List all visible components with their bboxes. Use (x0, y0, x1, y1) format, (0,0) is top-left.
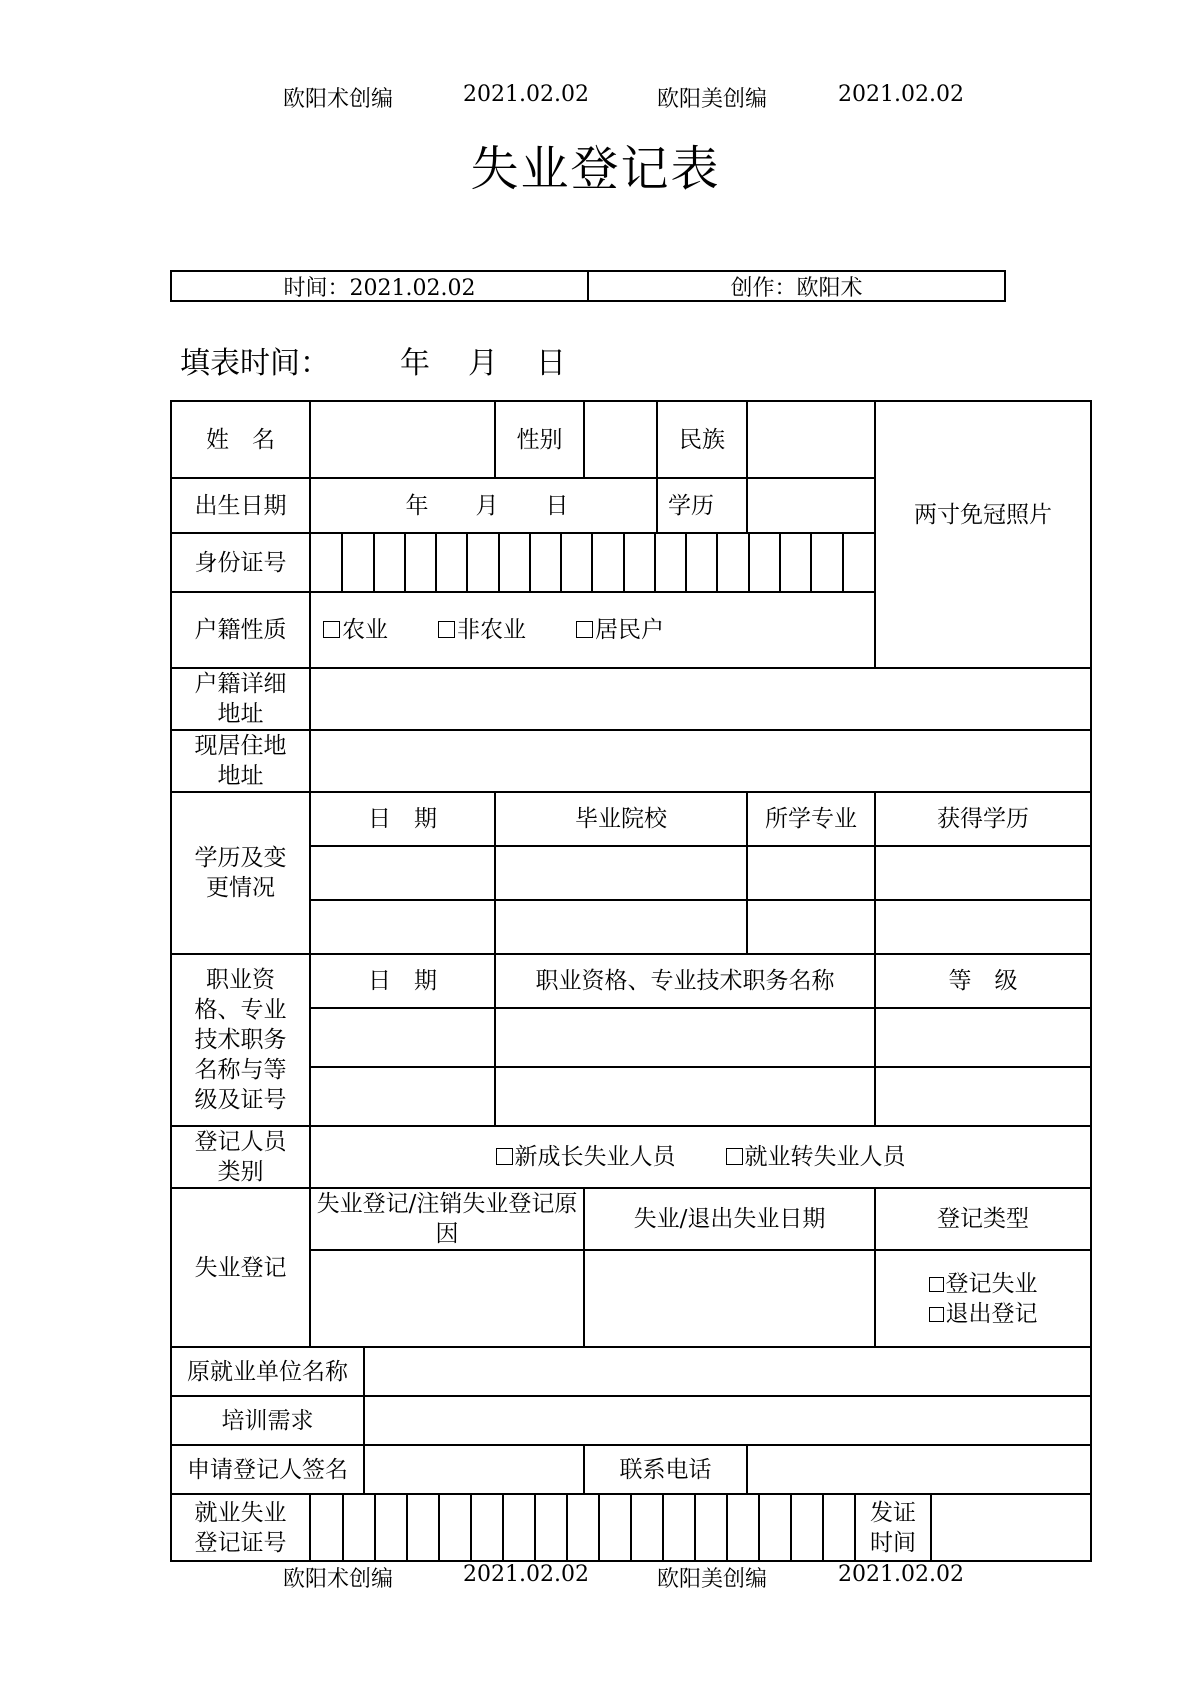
id-cell[interactable] (342, 534, 373, 591)
qual-cell[interactable] (495, 1067, 875, 1126)
cert-cell[interactable] (343, 1495, 375, 1560)
unemployment-label: 失业登记 (171, 1188, 310, 1347)
edu-col-date: 日 期 (310, 792, 495, 846)
birth-year: 年 (405, 492, 429, 519)
training-label: 培训需求 (171, 1396, 364, 1445)
qual-cell[interactable] (875, 1008, 1091, 1067)
page-header (0, 82, 1191, 112)
id-cell[interactable] (624, 534, 655, 591)
id-cell[interactable] (592, 534, 623, 591)
cert-cell[interactable] (823, 1495, 855, 1560)
household-option-resident[interactable]: 居民户 (576, 617, 664, 643)
edu-cell[interactable] (310, 846, 495, 900)
footer-author-2: 欧阳美创编 (657, 1567, 768, 1592)
household-address-label: 户籍详细地址 (171, 668, 310, 730)
edu-cell[interactable] (875, 846, 1091, 900)
unemp-col-type: 登记类型 (875, 1188, 1091, 1250)
meta-creator: 创作：欧阳术 (730, 275, 863, 301)
id-cell[interactable] (655, 534, 686, 591)
cert-cell[interactable] (439, 1495, 471, 1560)
qual-col-date: 日 期 (310, 954, 495, 1008)
id-cell[interactable] (717, 534, 748, 591)
footer-author-1: 欧阳术创编 (283, 1567, 394, 1592)
edu-cell[interactable] (310, 900, 495, 954)
category-option-new[interactable]: 新成长失业人员 (496, 1144, 676, 1170)
cert-cell[interactable] (631, 1495, 663, 1560)
name-label: 姓 名 (171, 401, 310, 478)
qual-col-name: 职业资格、专业技术职务名称 (495, 954, 875, 1008)
training-field[interactable] (364, 1396, 1091, 1445)
household-option-agri[interactable]: 农业 (323, 617, 388, 643)
birth-field[interactable] (310, 478, 657, 533)
qual-cell[interactable] (875, 1067, 1091, 1126)
household-address-field[interactable] (310, 668, 1091, 730)
id-cell[interactable] (686, 534, 717, 591)
qual-cell[interactable] (495, 1008, 875, 1067)
unemp-col-date: 失业/退出失业日期 (584, 1188, 875, 1250)
education-field[interactable] (747, 478, 875, 533)
birth-month: 月 (475, 492, 499, 519)
id-cell[interactable] (530, 534, 561, 591)
edu-history-label: 学历及变更情况 (171, 792, 310, 954)
fill-time (180, 338, 566, 382)
birth-label: 出生日期 (171, 478, 310, 533)
cert-cell[interactable] (759, 1495, 791, 1560)
checkbox-icon[interactable] (929, 1277, 944, 1292)
qual-col-grade: 等 级 (875, 954, 1091, 1008)
cert-cell[interactable] (695, 1495, 727, 1560)
qualification-label: 职业资格、专业技术职务名称与等级及证号 (171, 954, 310, 1126)
header-author-1: 欧阳术创编 (283, 87, 394, 112)
signature-field[interactable] (364, 1445, 584, 1494)
checkbox-icon[interactable] (929, 1307, 944, 1322)
edu-cell[interactable] (875, 900, 1091, 954)
category-option-transfer[interactable]: 就业转失业人员 (726, 1144, 906, 1170)
cert-cell[interactable] (407, 1495, 439, 1560)
cert-cell[interactable] (535, 1495, 567, 1560)
edu-col-degree: 获得学历 (875, 792, 1091, 846)
page-footer (0, 1562, 1191, 1592)
qual-cell[interactable] (310, 1067, 495, 1126)
id-number-grid[interactable] (310, 533, 875, 592)
edu-cell[interactable] (747, 846, 875, 900)
category-label: 登记人员类别 (171, 1126, 310, 1188)
id-cell[interactable] (374, 534, 405, 591)
id-cell[interactable] (467, 534, 498, 591)
fill-time-day: 日 (536, 346, 566, 381)
edu-col-major: 所学专业 (747, 792, 875, 846)
phone-label: 联系电话 (584, 1445, 747, 1494)
id-cell[interactable] (499, 534, 530, 591)
meta-time: 时间：2021.02.02 (172, 272, 589, 300)
current-address-field[interactable] (310, 730, 1091, 792)
id-cell[interactable] (811, 534, 842, 591)
photo-area (875, 401, 1091, 668)
ethnicity-field[interactable] (747, 401, 875, 478)
household-label: 户籍性质 (171, 592, 310, 668)
cert-cell[interactable] (471, 1495, 503, 1560)
unemp-col-reason: 失业登记/注销失业登记原因 (310, 1188, 584, 1250)
id-cell[interactable] (843, 534, 874, 591)
id-cell[interactable] (311, 534, 342, 591)
gender-field[interactable] (584, 401, 657, 478)
footer-date-2: 2021.02.02 (838, 1562, 964, 1587)
cert-cell[interactable] (599, 1495, 631, 1560)
checkbox-icon[interactable] (726, 1148, 743, 1165)
photo-label: 两寸免冠照片 (914, 501, 1052, 528)
edu-col-school: 毕业院校 (495, 792, 747, 846)
id-cell[interactable] (436, 534, 467, 591)
issue-time-field[interactable] (931, 1495, 1090, 1560)
reg-type-option-exit[interactable]: 退出登记 (876, 1299, 1090, 1329)
id-label: 身份证号 (171, 533, 310, 592)
cert-cell[interactable] (311, 1495, 343, 1560)
header-author-2: 欧阳美创编 (657, 87, 768, 112)
former-employer-field[interactable] (364, 1347, 1091, 1396)
checkbox-icon[interactable] (323, 621, 340, 638)
fill-time-label: 填表时间： (180, 346, 330, 381)
id-cell[interactable] (749, 534, 780, 591)
page-title: 失业登记表 (470, 141, 721, 197)
registration-form (170, 400, 1092, 1562)
education-label: 学历 (657, 478, 747, 533)
cert-no-label: 就业失业登记证号 (171, 1494, 310, 1561)
fill-time-year: 年 (400, 346, 430, 381)
reg-type-options (875, 1250, 1091, 1347)
cert-cell[interactable] (727, 1495, 759, 1560)
id-cell[interactable] (561, 534, 592, 591)
issue-time-label: 发证时间 (855, 1495, 931, 1560)
cert-cell[interactable] (567, 1495, 599, 1560)
fill-time-month: 月 (468, 346, 498, 381)
checkbox-icon[interactable] (496, 1148, 513, 1165)
edu-cell[interactable] (747, 900, 875, 954)
unemp-reason-field[interactable] (310, 1250, 584, 1347)
household-option-nonagri[interactable]: 非农业 (438, 617, 526, 643)
id-cell[interactable] (405, 534, 436, 591)
edu-cell[interactable] (495, 846, 747, 900)
header-date-2: 2021.02.02 (838, 82, 964, 107)
former-employer-label: 原就业单位名称 (171, 1347, 364, 1396)
name-field[interactable] (310, 401, 495, 478)
checkbox-icon[interactable] (438, 621, 455, 638)
checkbox-icon[interactable] (576, 621, 593, 638)
cert-cell[interactable] (791, 1495, 823, 1560)
id-cell[interactable] (780, 534, 811, 591)
gender-label: 性别 (495, 401, 584, 478)
footer-date-1: 2021.02.02 (463, 1562, 589, 1587)
current-address-label: 现居住地地址 (171, 730, 310, 792)
reg-type-option-register[interactable]: 登记失业 (876, 1269, 1090, 1299)
phone-field[interactable] (747, 1445, 1091, 1494)
cert-row (310, 1494, 1091, 1561)
birth-day: 日 (545, 492, 569, 519)
unemp-date-field[interactable] (584, 1250, 875, 1347)
household-options (310, 592, 875, 668)
ethnicity-label: 民族 (657, 401, 747, 478)
category-options (310, 1126, 1091, 1188)
cert-cell[interactable] (375, 1495, 407, 1560)
meta-box (170, 270, 1006, 302)
cert-cell[interactable] (503, 1495, 535, 1560)
qual-cell[interactable] (310, 1008, 495, 1067)
signature-label: 申请登记人签名 (171, 1445, 364, 1494)
edu-cell[interactable] (495, 900, 747, 954)
header-date-1: 2021.02.02 (463, 82, 589, 107)
cert-cell[interactable] (663, 1495, 695, 1560)
